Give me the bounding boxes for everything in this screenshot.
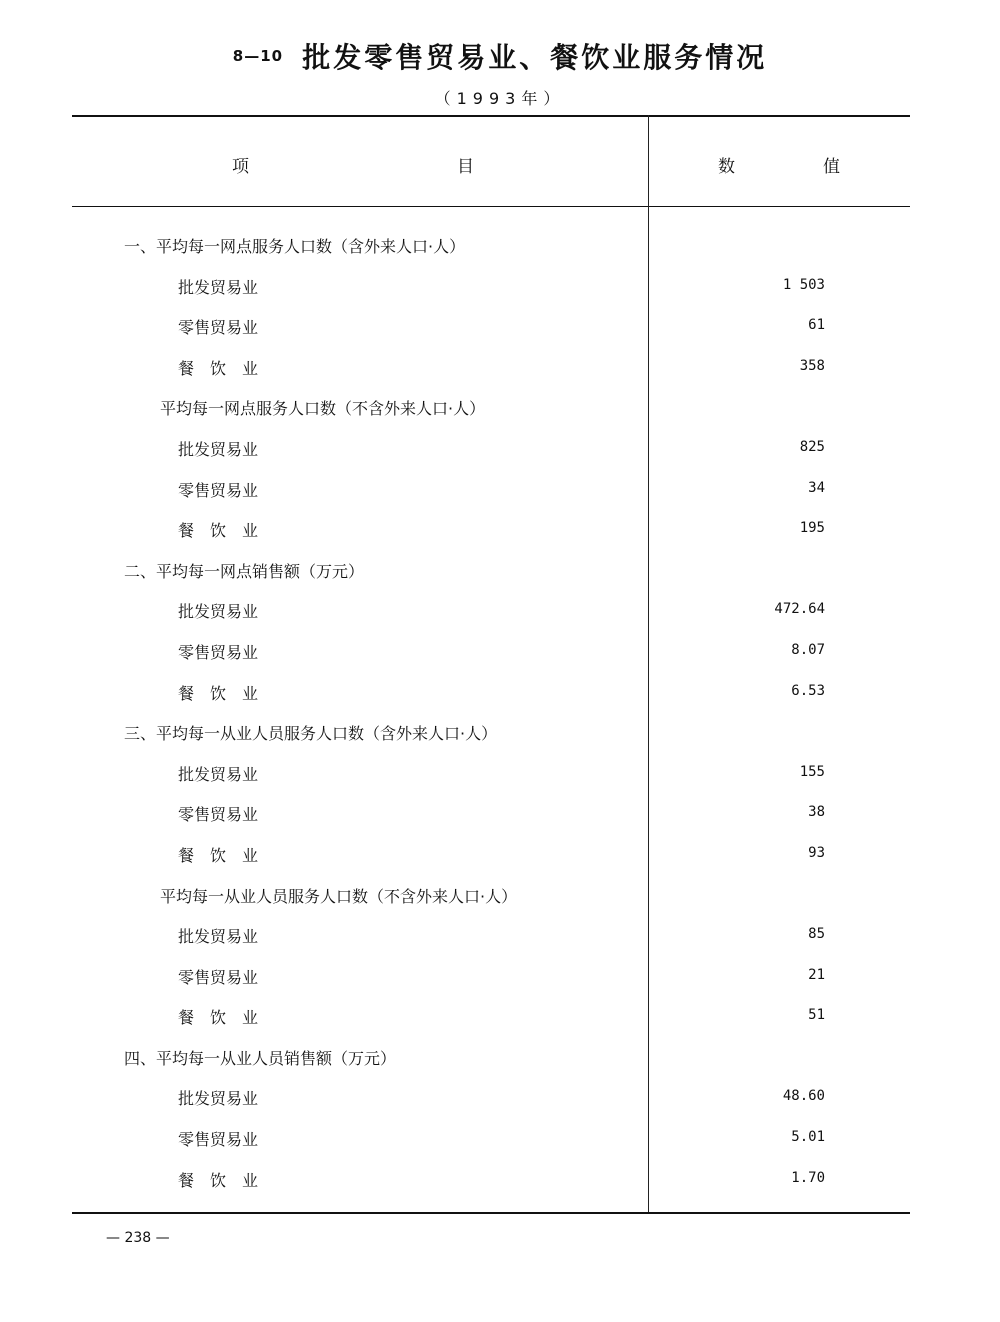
table-row [0, 307, 1000, 348]
row-value: 1 503 [782, 276, 825, 293]
row-value: 8.07 [791, 641, 825, 658]
table-row [0, 1078, 1000, 1119]
row-label: 餐 饮 业 [178, 358, 259, 378]
row-label: 零售贸易业 [178, 642, 259, 662]
row-label: 餐 饮 业 [178, 845, 259, 865]
row-value: 155 [799, 763, 825, 780]
row-label: 零售贸易业 [178, 318, 259, 338]
row-label: 零售贸易业 [178, 1130, 259, 1150]
row-value: 825 [799, 438, 825, 455]
row-label: 平均每一从业人员服务人口数（不含外来人口·人） [160, 886, 518, 906]
row-label: 餐 饮 业 [178, 521, 259, 541]
table-row [0, 835, 1000, 876]
row-label: 餐 饮 业 [178, 683, 259, 703]
row-value: 34 [808, 479, 825, 496]
row-value: 21 [808, 966, 825, 983]
row-value: 6.53 [791, 682, 825, 699]
row-label: 三、平均每一从业人员服务人口数（含外来人口·人） [124, 724, 498, 744]
row-value: 48.60 [782, 1088, 825, 1105]
table-header-rule [72, 206, 910, 207]
row-label: 批发贸易业 [178, 764, 259, 784]
row-label: 批发贸易业 [178, 277, 259, 297]
row-label: 一、平均每一网点服务人口数（含外来人口·人） [124, 237, 466, 256]
table-bottom-rule [72, 1212, 910, 1214]
row-label: 零售贸易业 [178, 480, 259, 500]
table-row [0, 957, 1000, 998]
row-value: 61 [808, 317, 825, 334]
table-row [0, 1160, 1000, 1201]
table-year: （1993年） [434, 89, 566, 108]
row-value: 38 [808, 804, 825, 821]
table-row [0, 794, 1000, 835]
table-row [0, 997, 1000, 1038]
row-label: 平均每一网点服务人口数（不含外来人口·人） [160, 399, 486, 419]
page-number: — 238 — [106, 1230, 170, 1246]
row-label: 二、平均每一网点销售额（万元） [124, 561, 365, 581]
row-value: 472.64 [774, 601, 825, 618]
header-value-left: 数 [718, 157, 735, 177]
row-value: 358 [799, 357, 825, 374]
header-item-left: 项 [232, 157, 249, 177]
row-value: 51 [808, 1007, 825, 1024]
row-value: 195 [799, 520, 825, 537]
table-row [0, 226, 1000, 267]
table-top-rule [72, 115, 910, 117]
table-row [0, 348, 1000, 389]
row-value: 85 [808, 926, 825, 943]
table-row [0, 388, 1000, 429]
row-value: 1.70 [791, 1169, 825, 1186]
table-row [0, 470, 1000, 511]
row-label: 批发贸易业 [178, 927, 259, 947]
row-label: 批发贸易业 [178, 439, 259, 459]
table-row [0, 429, 1000, 470]
table-row [0, 591, 1000, 632]
table-row [0, 916, 1000, 957]
table-row [0, 673, 1000, 714]
row-label: 零售贸易业 [178, 967, 259, 987]
header-value-right: 值 [823, 157, 840, 177]
table-row [0, 754, 1000, 795]
row-label: 餐 饮 业 [178, 1008, 259, 1028]
table-row [0, 876, 1000, 917]
table-number: 8—10 [232, 47, 284, 65]
table-row [0, 1038, 1000, 1079]
table-row [0, 267, 1000, 308]
row-label: 批发贸易业 [178, 1089, 259, 1109]
table-title [0, 36, 1000, 76]
table-body [0, 226, 1000, 1200]
row-label: 批发贸易业 [178, 602, 259, 622]
table-row [0, 1119, 1000, 1160]
row-label: 餐 饮 业 [178, 1170, 259, 1190]
table-row [0, 510, 1000, 551]
header-item-right: 目 [457, 157, 474, 177]
row-label: 四、平均每一从业人员销售额（万元） [124, 1048, 397, 1068]
table-row [0, 551, 1000, 592]
table-row [0, 632, 1000, 673]
row-label: 零售贸易业 [178, 805, 259, 825]
row-value: 93 [808, 844, 825, 861]
row-value: 5.01 [791, 1129, 825, 1146]
table-row [0, 713, 1000, 754]
table-title-text: 批发零售贸易业、餐饮业服务情况 [302, 41, 768, 74]
